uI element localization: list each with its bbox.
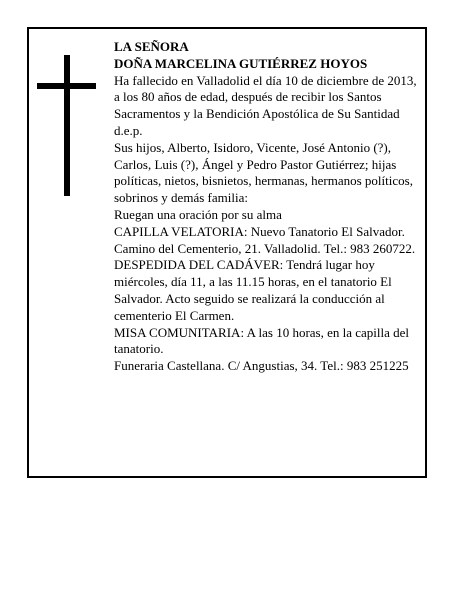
farewell-info: DESPEDIDA DEL CADÁVER: Tendrá lugar hoy miércoles, día 11, a las 11.15 horas, en el tanatorio El Salvador. Acto seguido se realizará la conducción al cementerio El Carmen. — [114, 257, 392, 323]
obituary-text-block — [114, 39, 420, 375]
death-announcement: Ha fallecido en Valladolid el día 10 de diciembre de 2013, a los 80 años de edad, después de recibir los Santos Sacramentos y la Bendición Apostólica de Su Santidad — [114, 72, 417, 122]
chapel-info: CAPILLA VELATORIA: Nuevo Tanatorio El Salvador. Camino del Cementerio, 21. Valladolid. Tel.: 983 260722. — [114, 223, 416, 256]
prayer-request: Ruegan una oración por su alma — [114, 206, 282, 222]
cross-vertical-bar — [64, 55, 70, 196]
funeral-home-info: Funeraria Castellana. C/ Angustias, 34. Tel.: 983 251225 — [114, 358, 409, 374]
mass-info: MISA COMUNITARIA: A las 10 horas, en la capilla del tanatorio. — [114, 324, 410, 357]
cross-horizontal-bar — [37, 83, 96, 89]
title-line-1: LA SEÑORA — [114, 39, 189, 54]
family-list: Sus hijos, Alberto, Isidoro, Vicente, José Antonio (?), Carlos, Luis (?), Ángel y Pedro Pastor Gutiérrez; hijas políticas, nietos, bisnietos, hermanas, hermanos políticos, sobrinos y demás familia: — [114, 139, 413, 206]
dep-text: d.e.p. — [114, 122, 143, 138]
deceased-name: DOÑA MARCELINA GUTIÉRREZ HOYOS — [114, 55, 368, 71]
